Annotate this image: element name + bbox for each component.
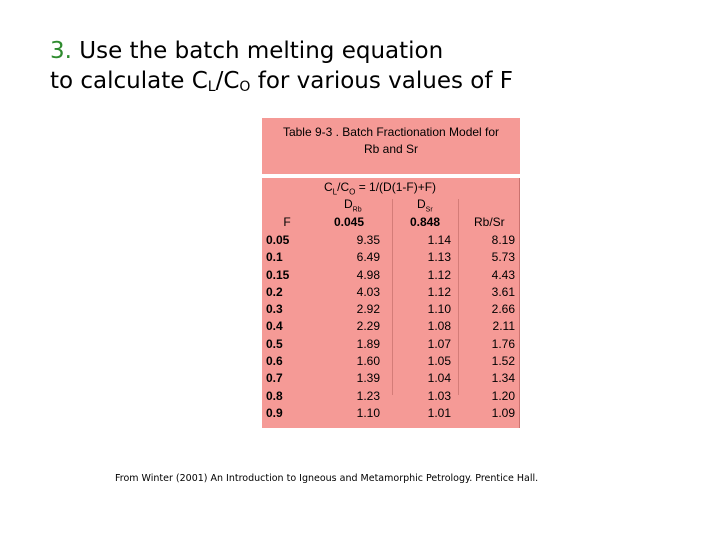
rbsr-cell: 2.11 — [492, 319, 515, 334]
table-row — [262, 232, 520, 249]
rb-cell: 1.10 — [356, 405, 380, 420]
f-cell: 0.3 — [266, 302, 283, 317]
table-row — [262, 336, 520, 353]
f-column-header: F — [283, 215, 291, 229]
title-sub-l: L — [207, 79, 216, 95]
d-sr-header — [417, 197, 433, 213]
title-line2-pre: to calculate C — [50, 68, 208, 94]
table-caption — [262, 118, 520, 174]
batch-fractionation-table — [262, 118, 520, 428]
table-row — [262, 353, 520, 370]
rbsr-column-header: Rb/Sr — [474, 215, 505, 229]
rb-cell: 6.49 — [356, 250, 380, 265]
f-cell: 0.5 — [266, 336, 283, 351]
d-rb-label: D — [344, 197, 353, 211]
rb-cell: 4.98 — [356, 267, 380, 282]
sr-cell: 1.14 — [427, 233, 451, 247]
f-cell: 0.6 — [266, 354, 283, 369]
rb-cell: 1.39 — [356, 371, 380, 386]
caption-line-2: Rb and Sr — [363, 142, 419, 156]
rb-cell: 9.35 — [356, 233, 380, 247]
formula-mid: /C — [337, 180, 350, 194]
title-slash: /C — [215, 68, 240, 94]
rbsr-cell: 8.19 — [491, 233, 515, 247]
d-rb-header — [344, 197, 362, 213]
formula-header — [324, 180, 436, 196]
sr-cell: 1.05 — [427, 354, 451, 369]
rb-cell: 1.23 — [356, 388, 380, 403]
sr-cell: 1.13 — [427, 250, 451, 265]
table-row — [262, 267, 520, 284]
f-cell: 0.15 — [266, 267, 290, 282]
title-line1-text: Use the batch melting equation — [79, 38, 444, 64]
formula-pre: C — [324, 180, 333, 194]
table-row — [262, 370, 520, 387]
rbsr-cell: 1.34 — [491, 371, 515, 386]
title-line2-post: for various values of F — [250, 68, 514, 94]
table-row — [262, 318, 520, 335]
sr-cell: 1.07 — [427, 336, 451, 351]
f-cell: 0.05 — [266, 233, 290, 247]
sr-cell: 1.04 — [427, 371, 451, 386]
table-row — [262, 301, 520, 318]
caption-line-1: Table 9-3 . Batch Fractionation Model for — [282, 125, 500, 139]
title-number: 3. — [50, 38, 72, 64]
d-rb-value: 0.045 — [334, 215, 365, 229]
rbsr-cell: 1.09 — [491, 405, 515, 420]
formula-sub-l: L — [332, 187, 338, 197]
table-row — [262, 284, 520, 301]
rbsr-cell: 2.66 — [491, 302, 515, 317]
rbsr-cell: 1.52 — [491, 354, 515, 369]
f-cell: 0.1 — [266, 250, 283, 265]
sr-cell: 1.10 — [427, 302, 451, 317]
sr-cell: 1.03 — [427, 388, 451, 403]
rb-cell: 4.03 — [356, 284, 380, 299]
f-cell: 0.8 — [266, 388, 283, 403]
f-cell: 0.4 — [266, 319, 283, 334]
f-cell: 0.2 — [266, 284, 283, 299]
d-sr-label: D — [417, 197, 426, 211]
rbsr-cell: 1.20 — [491, 388, 515, 403]
sr-cell: 1.01 — [427, 405, 451, 420]
rbsr-cell: 1.76 — [491, 336, 515, 351]
title-sub-o: O — [239, 79, 251, 95]
rb-cell: 1.89 — [356, 336, 380, 351]
table-row — [262, 388, 520, 405]
d-rb-sub: Rb — [352, 206, 362, 214]
rbsr-cell: 5.73 — [491, 250, 515, 265]
title-line-1 — [50, 36, 513, 66]
formula-post: = 1/(D(1-F)+F) — [355, 180, 437, 194]
table-row — [262, 249, 520, 266]
title-line-2 — [50, 66, 513, 102]
f-cell: 0.9 — [266, 405, 283, 420]
rb-cell: 1.60 — [356, 354, 380, 369]
d-sr-value: 0.848 — [410, 215, 441, 229]
rb-cell: 2.29 — [356, 319, 380, 334]
d-sr-sub: Sr — [425, 206, 433, 214]
slide-title — [50, 36, 513, 102]
rbsr-cell: 4.43 — [491, 267, 515, 282]
table-body — [262, 232, 520, 422]
citation-footer: From Winter (2001) An Introduction to Igneous and Metamorphic Petrology. Prentice Hall. — [115, 473, 539, 484]
f-cell: 0.7 — [266, 371, 283, 386]
sr-cell: 1.08 — [427, 319, 451, 334]
table-row — [262, 405, 520, 422]
rb-cell: 2.92 — [356, 302, 380, 317]
sr-cell: 1.12 — [427, 284, 451, 299]
formula-sub-o: O — [349, 187, 356, 197]
rbsr-cell: 3.61 — [491, 284, 515, 299]
sr-cell: 1.12 — [427, 267, 451, 282]
table-grid — [262, 178, 520, 428]
